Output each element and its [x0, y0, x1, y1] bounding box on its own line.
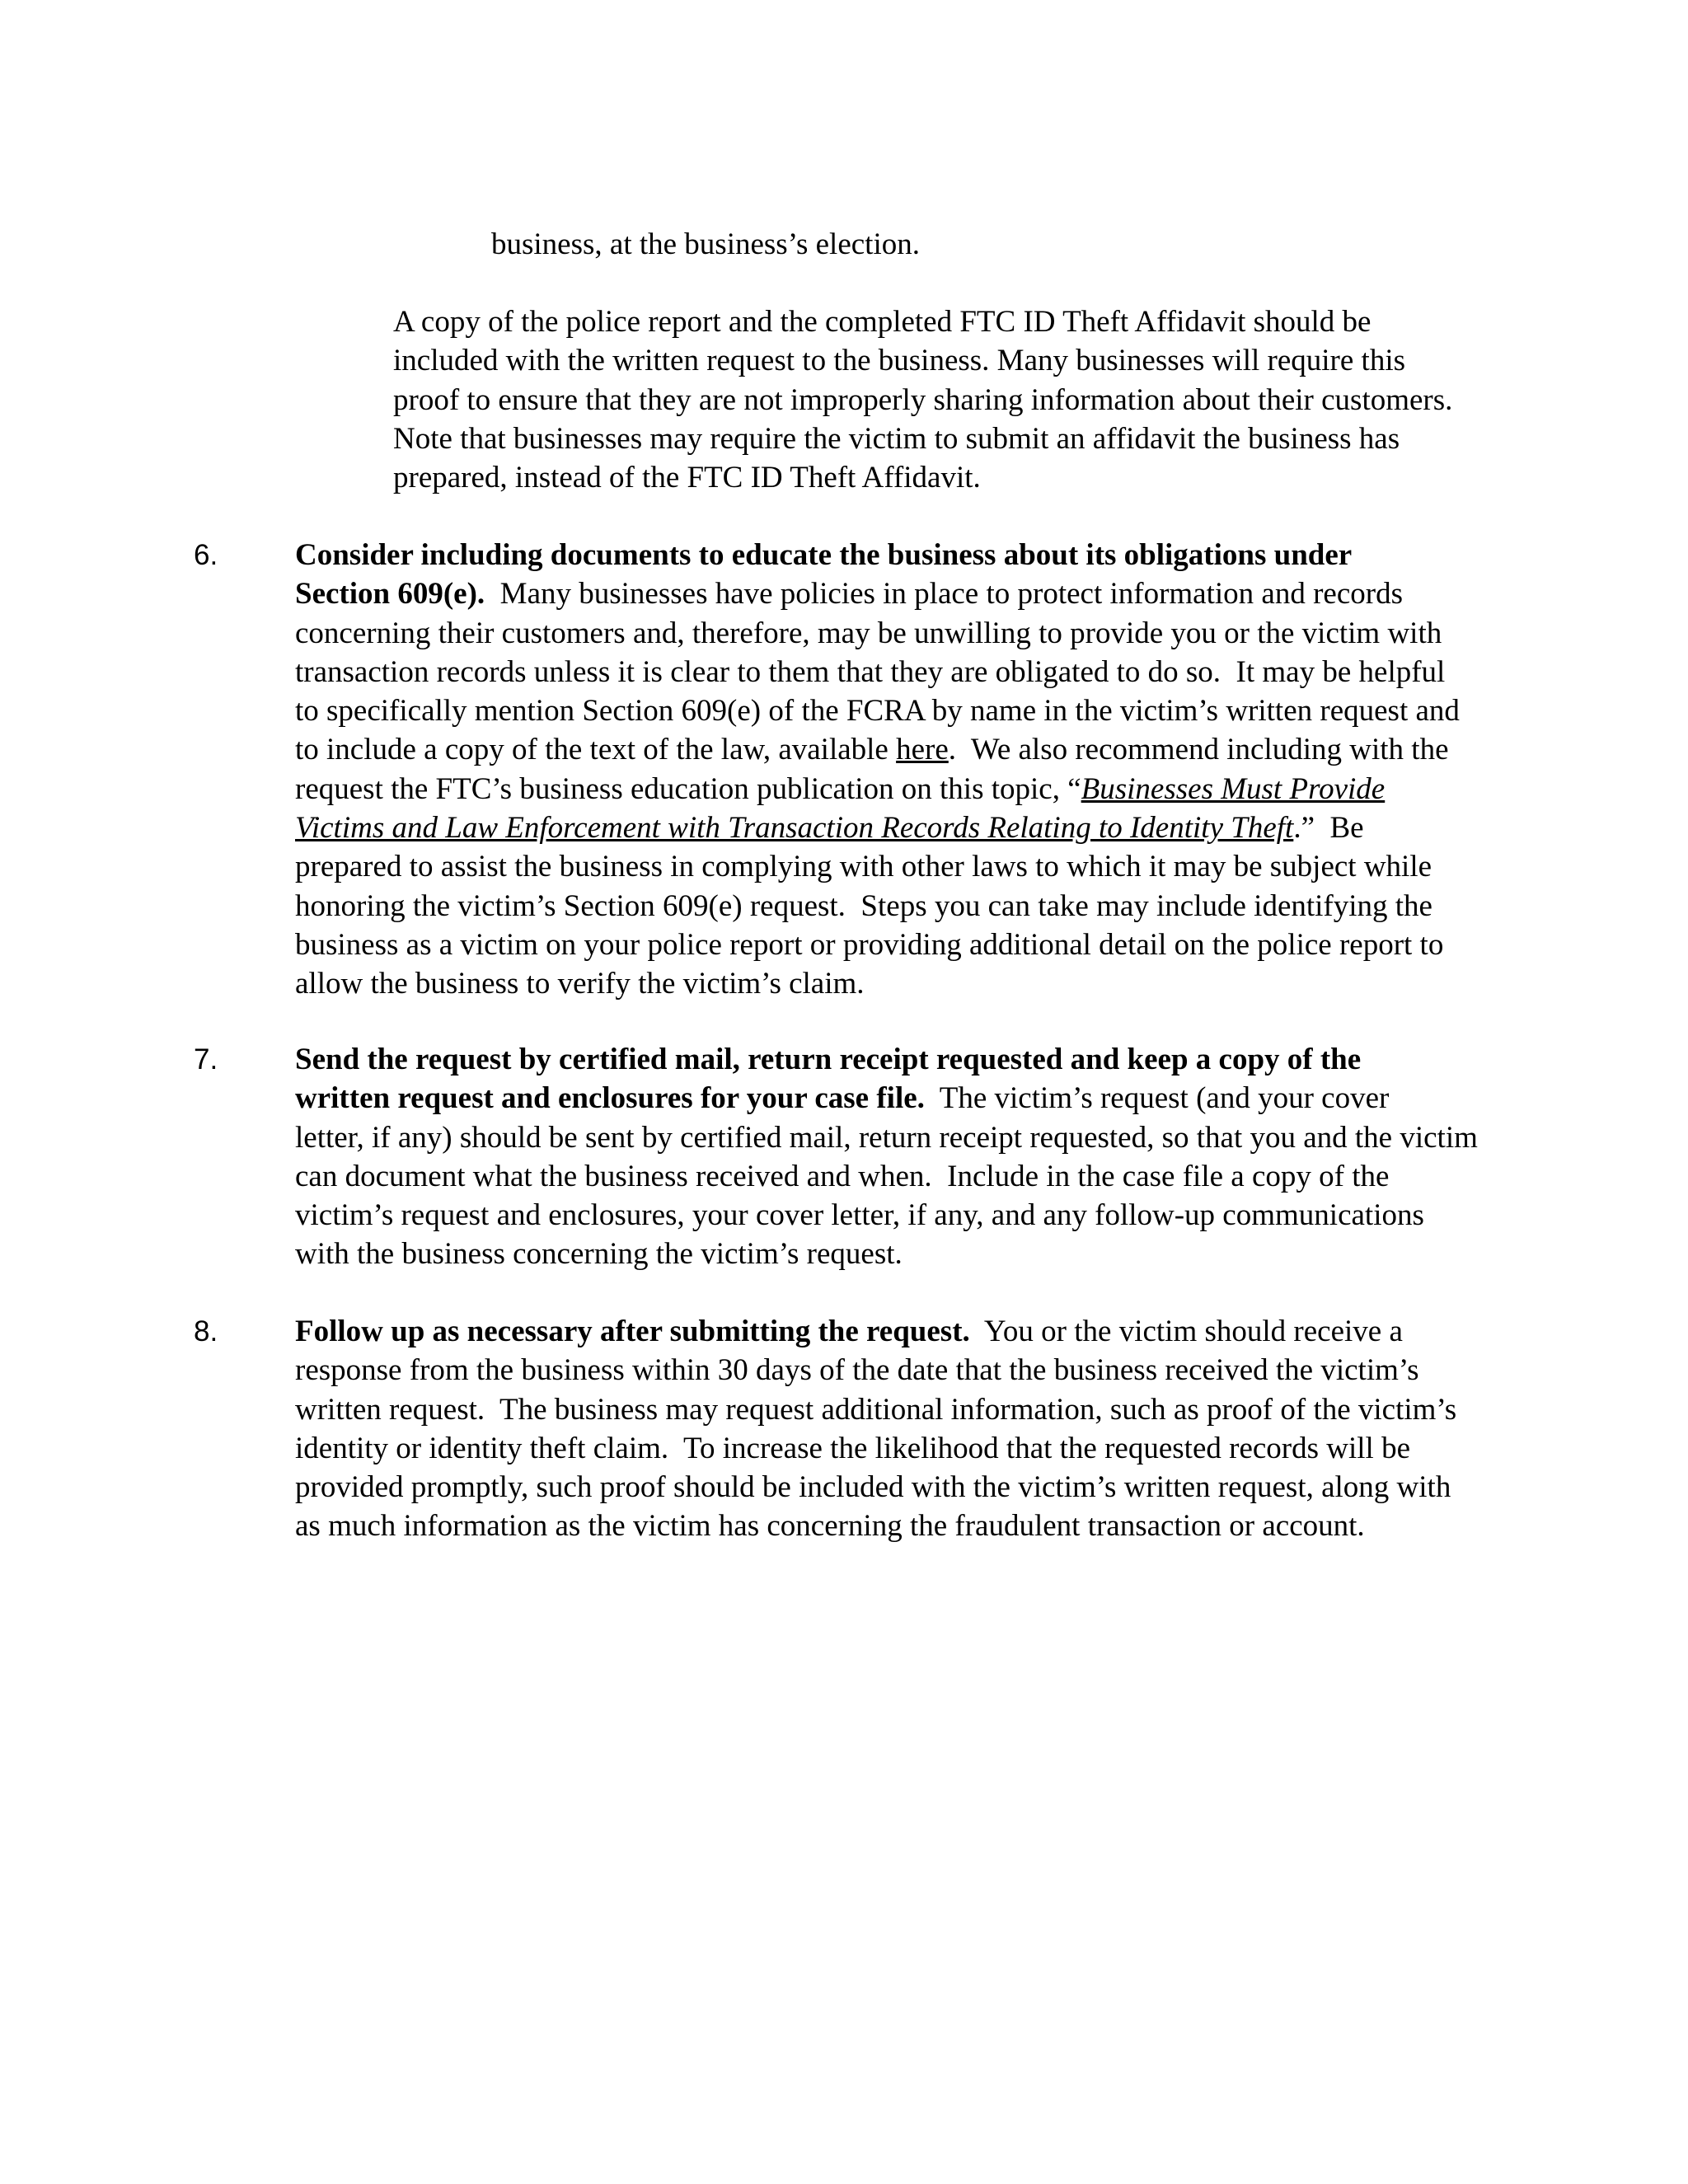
item-number: 6.	[194, 539, 218, 571]
item-lead: Consider including documents to educate the business about its obligations under	[295, 538, 1353, 572]
item-text: can document what the business received and when. Include in the case file a copy of the	[295, 1159, 1390, 1193]
publication-link-cont[interactable]: Victims and Law Enforcement with Transaction Records Relating to Identity Theft	[295, 811, 1294, 846]
item-text: concerning their customers and, therefore, may be unwilling to provide you or the victim with	[295, 616, 1442, 650]
item-number: 8.	[194, 1315, 218, 1347]
item-text: . We also recommend including with the	[948, 733, 1449, 767]
sub-paragraph-line: proof to ensure that they are not improperly sharing information about their customers.	[393, 382, 1453, 417]
sub-paragraph-line: A copy of the police report and the completed FTC ID Theft Affidavit should be	[393, 305, 1372, 339]
item-text: as much information as the victim has concerning the fraudulent transaction or account.	[295, 1509, 1365, 1544]
item-text: victim’s request and enclosures, your cover letter, if any, and any follow-up communications	[295, 1198, 1424, 1233]
item-text: request the FTC’s business education publication on this topic, “	[295, 771, 1081, 806]
sub-paragraph	[393, 302, 1555, 497]
item-text: prepared to assist the business in complying with other laws to which it may be subject while	[295, 850, 1432, 884]
item-text: response from the business within 30 days of the date that the business received the victim’s	[295, 1353, 1419, 1388]
item-lead: Send the request by certified mail, return receipt requested and keep a copy of the	[295, 1043, 1362, 1076]
item-text: identity or identity theft claim. To increase the likelihood that the requested records will be	[295, 1431, 1410, 1465]
item-text: business as a victim on your police report or providing additional detail on the police report to	[295, 927, 1444, 962]
item-text: honoring the victim’s Section 609(e) request. Steps you can take may include identifying the	[295, 888, 1432, 923]
item-text: allow the business to verify the victim’s claim.	[295, 967, 865, 1001]
item-number: 7.	[194, 1043, 218, 1076]
sub-paragraph-line: Note that businesses may require the victim to submit an affidavit the business has	[393, 421, 1400, 456]
sub-paragraph-line: included with the written request to the business. Many businesses will require this	[393, 344, 1405, 378]
publication-link[interactable]: Businesses Must Provide	[1081, 771, 1386, 806]
item-body	[295, 1312, 1564, 1546]
item-text: letter, if any) should be sent by certified mail, return receipt requested, so that you and the victim	[295, 1120, 1478, 1155]
item-text: .” Be	[1293, 811, 1364, 846]
item-text: The victim’s request (and your cover	[924, 1081, 1390, 1116]
item-body	[295, 1040, 1564, 1274]
item-text: written request. The business may request additional information, such as proof of the victim’s	[295, 1392, 1457, 1427]
continuation-line: business, at the business’s election.	[491, 227, 920, 261]
item-text: to include a copy of the text of the law, available	[295, 733, 897, 767]
item-lead: Follow up as necessary after submitting the request.	[295, 1315, 970, 1348]
law-text-link[interactable]: here	[896, 733, 949, 767]
item-text: You or the victim should receive a	[969, 1315, 1403, 1348]
item-text: transaction records unless it is clear to them that they are obligated to do so. It may be helpful	[295, 654, 1446, 689]
item-body	[295, 536, 1564, 1004]
sub-paragraph-line: prepared, instead of the FTC ID Theft Affidavit.	[393, 461, 981, 495]
item-text: to specifically mention Section 609(e) of the FCRA by name in the victim’s written request and	[295, 694, 1460, 729]
item-lead: written request and enclosures for your case file.	[295, 1081, 925, 1116]
item-text: with the business concerning the victim’s request.	[295, 1237, 903, 1272]
item-text: Many businesses have policies in place to protect information and records	[485, 577, 1403, 612]
item-lead: Section 609(e).	[295, 577, 485, 612]
item-text: provided promptly, such proof should be included with the victim’s written request, along with	[295, 1470, 1451, 1505]
